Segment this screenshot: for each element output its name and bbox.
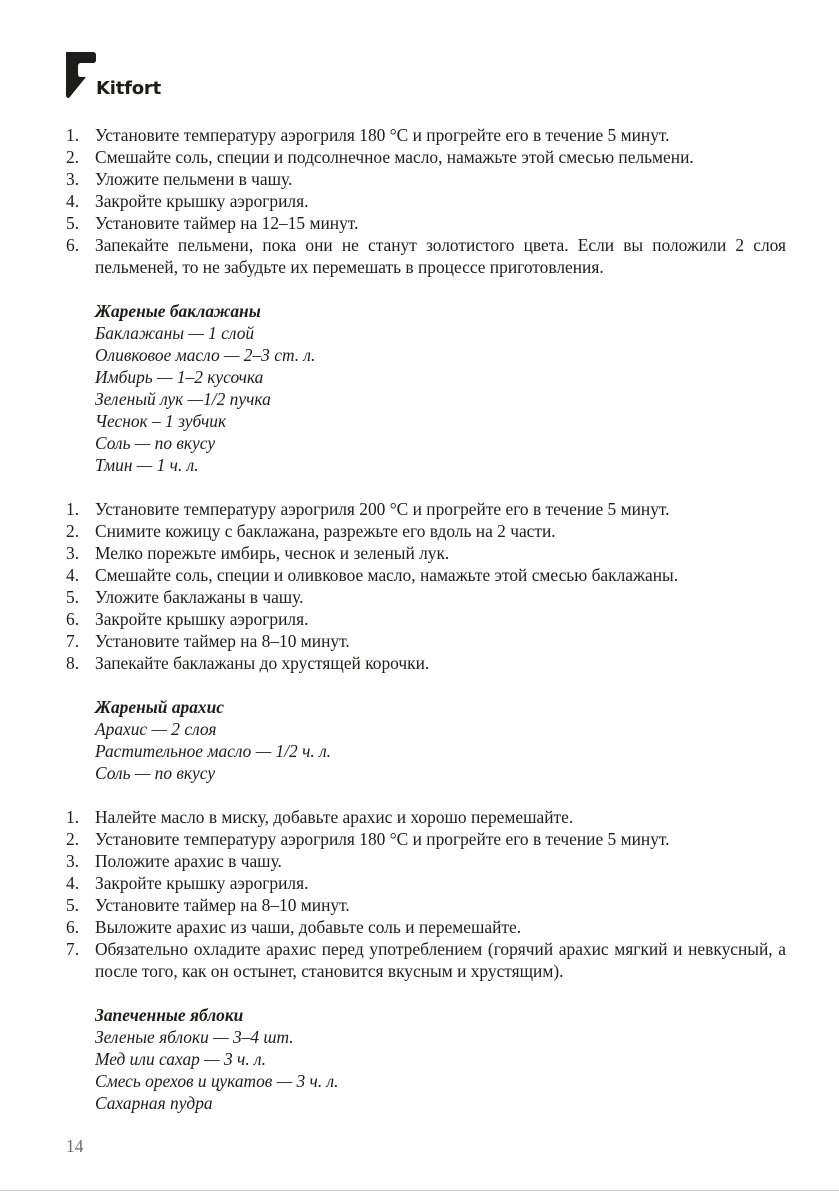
page-bottom-rule xyxy=(0,1190,839,1191)
ingredient-line: Мед или сахар — 3 ч. л. xyxy=(95,1049,266,1069)
step-text: Налейте масло в миску, добавьте арахис и хорошо перемешайте. xyxy=(95,807,574,827)
step-number: 5. xyxy=(66,587,80,607)
step-item xyxy=(66,894,786,916)
step-number: 3. xyxy=(66,543,80,563)
step-number: 4. xyxy=(66,565,80,585)
step-number: 3. xyxy=(66,851,80,871)
step-number: 2. xyxy=(66,829,80,849)
step-item xyxy=(66,190,786,212)
step-item xyxy=(66,652,786,674)
step-text: Установите таймер на 8–10 минут. xyxy=(95,631,350,651)
step-number: 6. xyxy=(66,917,80,937)
step-number: 1. xyxy=(66,125,80,145)
recipe-fried-peanuts xyxy=(66,696,786,784)
steps-list-dumplings xyxy=(66,124,786,278)
step-text: Смешайте соль, специи и оливковое масло, намажьте этой смесью баклажаны. xyxy=(95,565,679,585)
step-text: Установите температуру аэрогриля 180 °С и прогрейте его в течение 5 минут. xyxy=(95,125,670,145)
ingredient-line: Смесь орехов и цукатов — 3 ч. л. xyxy=(95,1071,339,1091)
recipe-title: Жареный арахис xyxy=(95,697,224,717)
ingredient-line: Арахис — 2 слоя xyxy=(95,719,217,739)
step-item xyxy=(66,938,786,982)
step-item xyxy=(66,828,786,850)
ingredient-line: Тмин — 1 ч. л. xyxy=(95,455,199,475)
step-item xyxy=(66,542,786,564)
ingredient-line: Соль — по вкусу xyxy=(95,433,216,453)
recipe-title: Жареные баклажаны xyxy=(95,301,261,321)
step-number: 4. xyxy=(66,191,80,211)
step-number: 6. xyxy=(66,609,80,629)
step-number: 1. xyxy=(66,807,80,827)
ingredient-line: Зеленые яблоки — 3–4 шт. xyxy=(95,1027,294,1047)
step-item xyxy=(66,608,786,630)
step-text: Положите арахис в чашу. xyxy=(95,851,282,871)
step-number: 5. xyxy=(66,213,80,233)
step-number: 5. xyxy=(66,895,80,915)
step-number: 8. xyxy=(66,653,80,673)
step-item xyxy=(66,124,786,146)
step-number: 3. xyxy=(66,169,80,189)
step-number: 6. xyxy=(66,235,80,255)
step-number: 7. xyxy=(66,631,80,651)
step-item xyxy=(66,520,786,542)
step-item xyxy=(66,850,786,872)
ingredient-line: Соль — по вкусу xyxy=(95,763,216,783)
step-text: Запекайте баклажаны до хрустящей корочки. xyxy=(95,653,430,673)
step-item xyxy=(66,564,786,586)
step-text: Установите температуру аэрогриля 180 °С и прогрейте его в течение 5 минут. xyxy=(95,829,670,849)
step-number: 7. xyxy=(66,939,80,959)
step-text: Снимите кожицу с баклажана, разрежьте его вдоль на 2 части. xyxy=(95,521,556,541)
ingredient-line: Зеленый лук —1/2 пучка xyxy=(95,389,271,409)
step-item xyxy=(66,212,786,234)
step-text: Запекайте пельмени, пока они не станут золотистого цвета. Если вы положили 2 слоя пельменей, то не забудьте их перемешать в процессе приготовления. xyxy=(95,235,786,277)
step-item xyxy=(66,630,786,652)
steps-list-eggplant xyxy=(66,498,786,674)
step-text: Обязательно охладите арахис перед употреблением (горячий арахис мягкий и невкусный, а после того, как он остынет, становится вкусным и хрустящим). xyxy=(95,939,786,981)
page-content xyxy=(66,124,786,1136)
step-text: Установите таймер на 12–15 минут. xyxy=(95,213,359,233)
step-text: Мелко порежьте имбирь, чеснок и зеленый лук. xyxy=(95,543,450,563)
kitfort-logo-text: Kitfort xyxy=(96,78,162,99)
step-text: Установите таймер на 8–10 минут. xyxy=(95,895,350,915)
step-text: Установите температуру аэрогриля 200 °С и прогрейте его в течение 5 минут. xyxy=(95,499,670,519)
step-text: Закройте крышку аэрогриля. xyxy=(95,191,309,211)
steps-list-peanuts xyxy=(66,806,786,982)
step-item xyxy=(66,498,786,520)
step-text: Уложите пельмени в чашу. xyxy=(95,169,293,189)
step-number: 4. xyxy=(66,873,80,893)
step-item xyxy=(66,916,786,938)
step-item xyxy=(66,234,786,278)
step-text: Выложите арахис из чаши, добавьте соль и перемешайте. xyxy=(95,917,522,937)
recipe-fried-eggplant xyxy=(66,300,786,476)
step-item xyxy=(66,806,786,828)
kitfort-logo-mark-icon xyxy=(66,52,96,98)
step-item xyxy=(66,146,786,168)
recipe-baked-apples xyxy=(66,1004,786,1114)
step-number: 1. xyxy=(66,499,80,519)
kitfort-logo xyxy=(66,52,186,102)
ingredient-line: Оливковое масло — 2–3 ст. л. xyxy=(95,345,316,365)
recipe-title: Запеченные яблоки xyxy=(95,1005,244,1025)
step-text: Смешайте соль, специи и подсолнечное масло, намажьте этой смесью пельмени. xyxy=(95,147,694,167)
ingredient-line: Баклажаны — 1 слой xyxy=(95,323,255,343)
page-number: 14 xyxy=(66,1136,84,1156)
step-item xyxy=(66,168,786,190)
step-text: Уложите баклажаны в чашу. xyxy=(95,587,304,607)
ingredient-line: Чеснок – 1 зубчик xyxy=(95,411,227,431)
step-number: 2. xyxy=(66,521,80,541)
ingredient-line: Растительное масло — 1/2 ч. л. xyxy=(95,741,332,761)
step-text: Закройте крышку аэрогриля. xyxy=(95,873,309,893)
step-number: 2. xyxy=(66,147,80,167)
step-text: Закройте крышку аэрогриля. xyxy=(95,609,309,629)
step-item xyxy=(66,586,786,608)
ingredient-line: Имбирь — 1–2 кусочка xyxy=(95,367,264,387)
ingredient-line: Сахарная пудра xyxy=(95,1093,213,1113)
step-item xyxy=(66,872,786,894)
